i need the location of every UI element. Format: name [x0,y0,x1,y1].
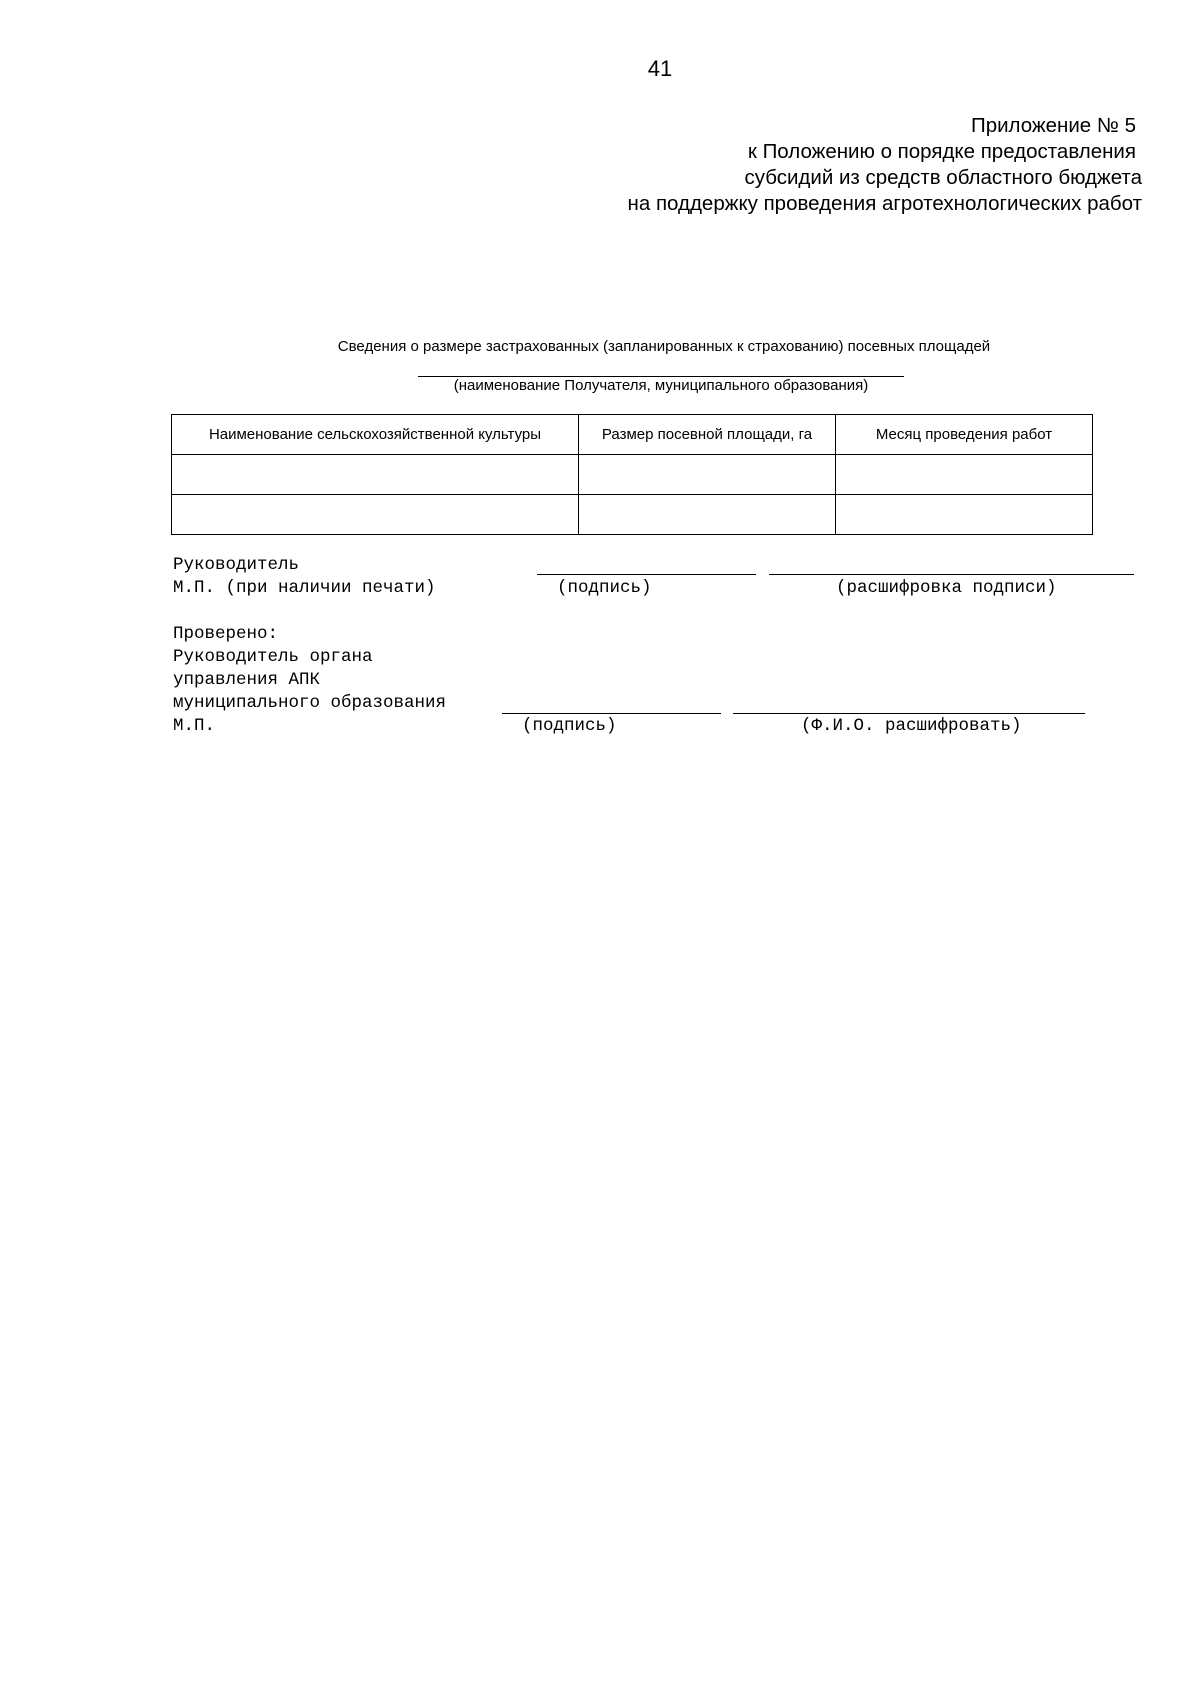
recipient-caption: (наименование Получателя, муниципального образования) [453,377,869,394]
agency-decoding-line[interactable] [733,713,1085,714]
table-cell[interactable] [172,455,579,495]
page-number: 41 [647,56,673,81]
table-row [172,495,1093,535]
sown-area-table [171,414,1093,535]
agency-stamp-label: М.П. [173,716,216,736]
checked-label: Проверено: [173,624,279,644]
head-decoding-caption: (расшифровка подписи) [836,578,1057,598]
head-stamp-label: М.П. (при наличии печати) [173,578,436,598]
agency-signature-line[interactable] [502,713,721,714]
form-title: Сведения о размере застрахованных (запланированных к страхованию) посевных площадей [337,338,991,355]
head-role-label: Руководитель [173,555,300,575]
agency-signature-caption: (подпись) [522,716,617,736]
agency-decoding-caption: (Ф.И.О. расшифровать) [801,716,1022,736]
column-header-crop: Наименование сельскохозяйственной культуры [172,415,579,455]
appendix-number: Приложение № 5 [970,114,1136,137]
head-decoding-line[interactable] [769,574,1134,575]
table-cell[interactable] [836,495,1093,535]
appendix-header [628,113,1142,217]
table-cell[interactable] [579,495,836,535]
appendix-reference-line4: на поддержку проведения агротехнологических работ [627,192,1142,215]
head-signature-caption: (подпись) [557,578,652,598]
column-header-area: Размер посевной площади, га [579,415,836,455]
appendix-reference-line3: субсидий из средств областного бюджета [744,166,1142,189]
table-cell[interactable] [172,495,579,535]
table-header-row [172,415,1093,455]
table-row [172,455,1093,495]
head-signature-line[interactable] [537,574,756,575]
table-cell[interactable] [836,455,1093,495]
agency-role-line1: Руководитель органа [173,647,373,667]
agency-role-line3: муниципального образования [173,693,447,713]
table-cell[interactable] [579,455,836,495]
appendix-reference: к Положению о порядке предоставления [747,140,1136,163]
column-header-month: Месяц проведения работ [836,415,1093,455]
agency-role-line2: управления АПК [173,670,321,690]
